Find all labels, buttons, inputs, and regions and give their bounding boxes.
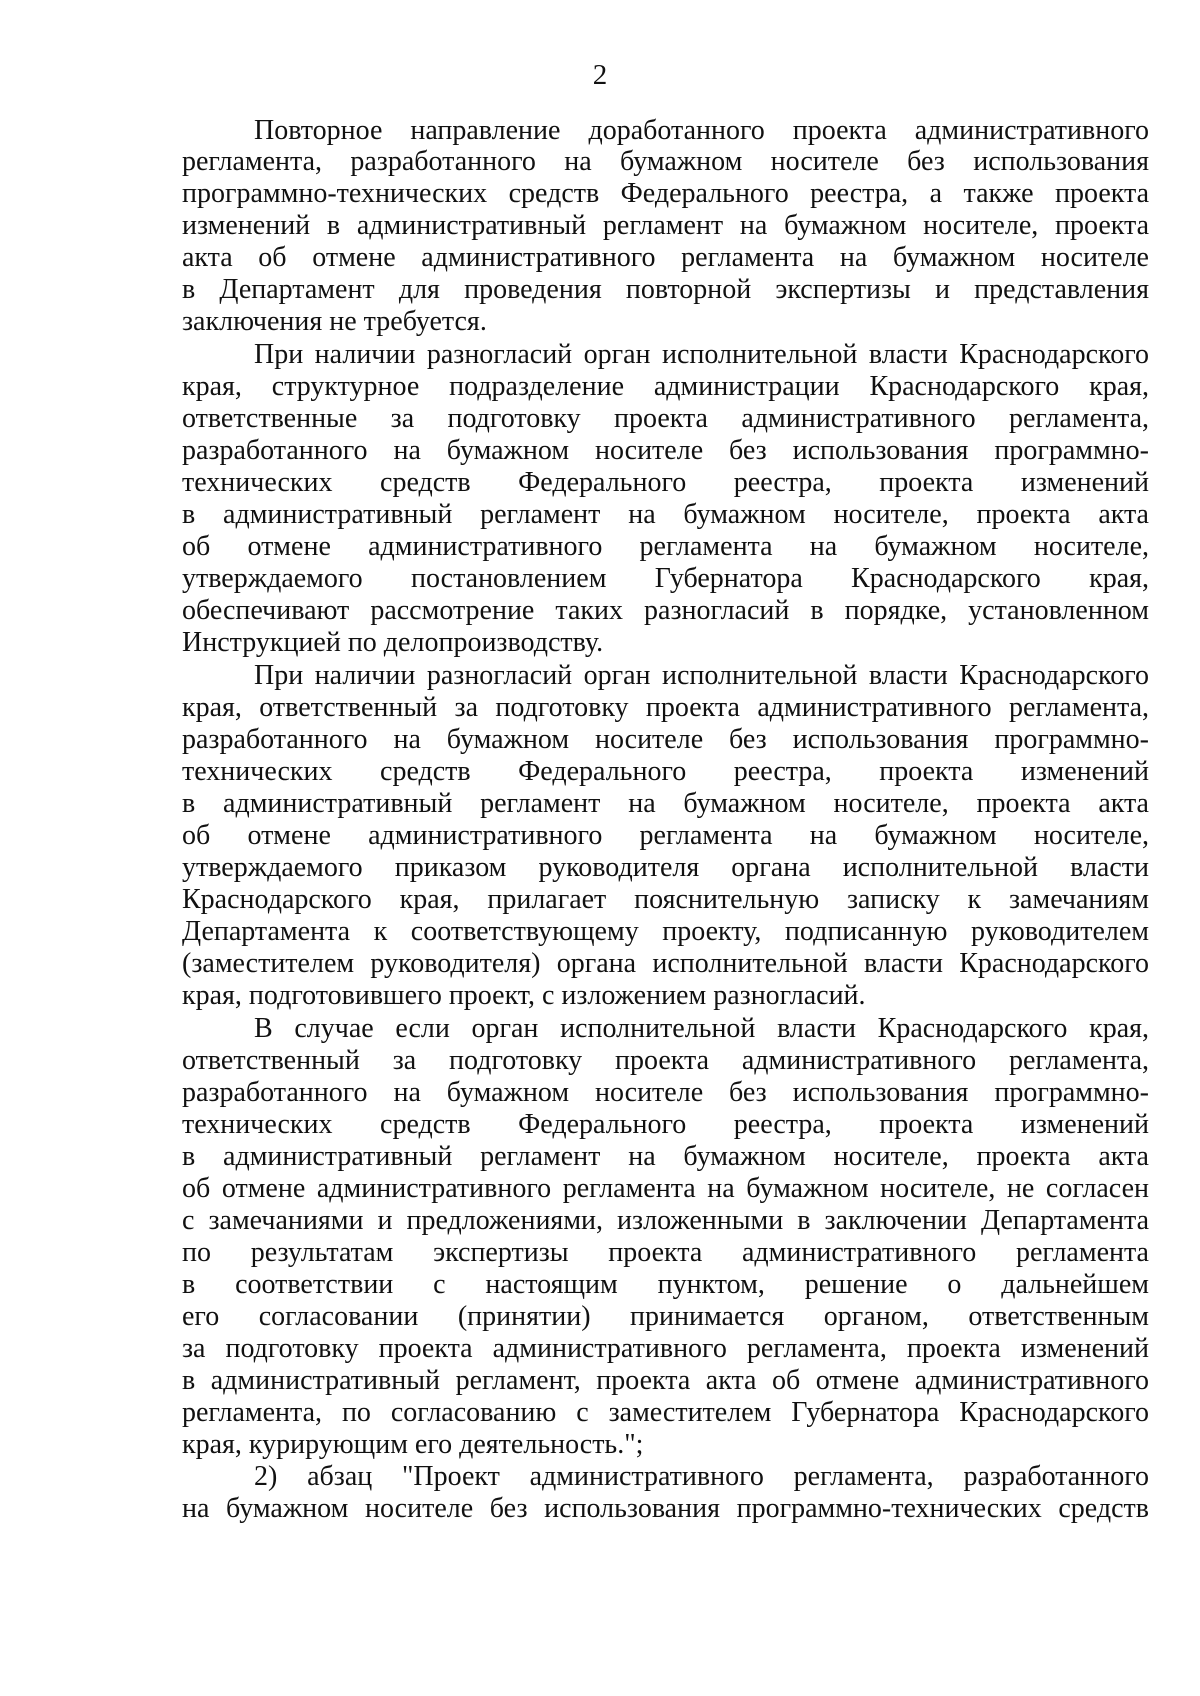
text-line: в административный регламент на бумажном носителе, проекта акта <box>182 1141 1149 1172</box>
text-line: с замечаниями и предложениями, изложенными в заключении Департамента <box>182 1205 1149 1236</box>
text-line: по результатам экспертизы проекта административного регламента <box>182 1237 1149 1268</box>
text-line: в Департамент для проведения повторной экспертизы и представления <box>182 274 1149 305</box>
text-line: обеспечивают рассмотрение таких разногласий в порядке, установленном <box>182 595 1149 626</box>
text-line: В случае если орган исполнительной власти Краснодарского края, <box>254 1013 1149 1044</box>
text-line: регламента, разработанного на бумажном носителе без использования <box>182 146 1149 177</box>
text-line: программно-технических средств Федерального реестра, а также проекта <box>182 178 1149 209</box>
text-line: При наличии разногласий орган исполнительной власти Краснодарского <box>254 660 1149 691</box>
text-line: края, курирующим его деятельность."; <box>182 1429 644 1460</box>
text-line: разработанного на бумажном носителе без использования программно- <box>182 724 1149 755</box>
text-line: края, подготовившего проект, с изложением разногласий. <box>182 980 866 1011</box>
text-line: Инструкцией по делопроизводству. <box>182 627 604 658</box>
text-line: При наличии разногласий орган исполнительной власти Краснодарского <box>254 339 1149 370</box>
text-line: разработанного на бумажном носителе без использования программно- <box>182 435 1149 466</box>
text-line: разработанного на бумажном носителе без использования программно- <box>182 1077 1149 1108</box>
text-line: (заместителем руководителя) органа исполнительной власти Краснодарского <box>182 948 1149 979</box>
text-line: в соответствии с настоящим пунктом, решение о дальнейшем <box>182 1269 1149 1300</box>
text-line: изменений в административный регламент на бумажном носителе, проекта <box>182 210 1149 241</box>
text-line: в административный регламент на бумажном носителе, проекта акта <box>182 788 1149 819</box>
text-line: технических средств Федерального реестра, проекта изменений <box>182 1109 1149 1140</box>
page-number: 2 <box>592 59 608 91</box>
text-line: заключения не требуется. <box>182 306 487 337</box>
text-line: края, структурное подразделение администрации Краснодарского края, <box>182 371 1149 402</box>
text-line: об отмене административного регламента на бумажном носителе, <box>182 820 1149 851</box>
text-line: ответственные за подготовку проекта административного регламента, <box>182 403 1149 434</box>
text-line: в административный регламент на бумажном носителе, проекта акта <box>182 499 1149 530</box>
text-line: Повторное направление доработанного проекта административного <box>254 115 1149 146</box>
text-line: утверждаемого постановлением Губернатора Краснодарского края, <box>182 563 1149 594</box>
text-line: 2) абзац "Проект административного регламента, разработанного <box>254 1461 1149 1492</box>
text-line: технических средств Федерального реестра, проекта изменений <box>182 467 1149 498</box>
text-line: его согласовании (принятии) принимается органом, ответственным <box>182 1301 1149 1332</box>
text-line: акта об отмене административного регламента на бумажном носителе <box>182 242 1149 273</box>
text-line: в административный регламент, проекта акта об отмене административного <box>182 1365 1149 1396</box>
text-line: ответственный за подготовку проекта административного регламента, <box>182 1045 1149 1076</box>
text-line: регламента, по согласованию с заместителем Губернатора Краснодарского <box>182 1397 1149 1428</box>
text-line: за подготовку проекта административного регламента, проекта изменений <box>182 1333 1149 1364</box>
text-line: технических средств Федерального реестра, проекта изменений <box>182 756 1149 787</box>
text-line: Департамента к соответствующему проекту, подписанную руководителем <box>182 916 1149 947</box>
text-line: Краснодарского края, прилагает пояснительную записку к замечаниям <box>182 884 1149 915</box>
text-line: об отмене административного регламента на бумажном носителе, <box>182 531 1149 562</box>
text-line: об отмене административного регламента на бумажном носителе, не согласен <box>182 1173 1149 1204</box>
text-line: утверждаемого приказом руководителя органа исполнительной власти <box>182 852 1149 883</box>
text-line: края, ответственный за подготовку проекта административного регламента, <box>182 692 1149 723</box>
text-line: на бумажном носителе без использования программно-технических средств <box>182 1493 1149 1524</box>
